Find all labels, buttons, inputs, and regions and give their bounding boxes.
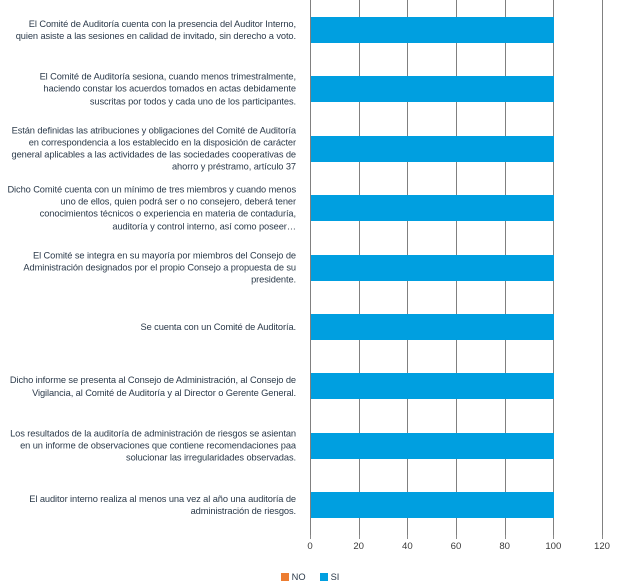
gridline: [602, 0, 603, 535]
tick-mark: [602, 535, 603, 539]
category-label: Están definidas las atribuciones y obligaciones del Comité de Auditoría en correspondencia a los establecido en la disposición de carácter general aplicables a las actividades de las sociedades cooperativas de ahorro y préstramo, artículo 37: [11, 125, 296, 172]
tick-mark: [505, 535, 506, 539]
bar-si: [311, 373, 554, 399]
tick-label: 20: [353, 541, 364, 552]
tick-label: 100: [545, 541, 562, 552]
bar-si: [311, 314, 554, 340]
legend-label: NO: [291, 572, 306, 582]
category-axis-labels: [0, 0, 305, 535]
bar-si: [311, 76, 554, 102]
bar-si: [311, 17, 554, 43]
chart-legend: [0, 567, 620, 587]
category-label: Se cuenta con un Comité de Auditoría.: [140, 321, 296, 332]
tick-mark: [310, 535, 311, 539]
bar-si: [311, 195, 554, 221]
bar-si: [311, 433, 554, 459]
category-label: El Comité de Auditoría cuenta con la presencia del Auditor Interno, quien asiste a las sesiones en calidad de invitado, sin derecho a voto.: [15, 18, 296, 41]
bar-si: [311, 255, 554, 281]
category-label: El auditor interno realiza al menos una vez al año una auditoría de administración de riesgos.: [29, 494, 296, 517]
tick-label: 0: [307, 541, 313, 552]
tick-label: 80: [499, 541, 510, 552]
value-axis: [307, 535, 611, 559]
category-label: El Comité se integra en su mayoría por miembros del Consejo de Administración designados por el propio Consejo a propuesta de su presidente.: [23, 250, 296, 285]
category-label: Los resultados de la auditoría de administración de riesgos se asientan en un informe de observaciones que contiene recomendaciones paa solucionar las irregularidades observadas.: [10, 428, 296, 463]
legend-item-si[interactable]: [320, 572, 340, 582]
tick-mark: [359, 535, 360, 539]
legend-label: SI: [330, 572, 340, 582]
legend-item-no[interactable]: [281, 572, 306, 582]
tick-label: 120: [593, 541, 611, 552]
tick-mark: [456, 535, 457, 539]
legend-swatch-icon: [320, 573, 328, 581]
category-label: El Comité de Auditoría sesiona, cuando menos trimestralmente, haciendo constar los acuerdos tomados en actas debidamente suscritas por todos y cada uno de los participantes.: [39, 71, 296, 107]
bar-si: [311, 136, 554, 162]
tick-label: 40: [401, 541, 413, 552]
tick-mark: [407, 535, 408, 539]
category-label: Dicho Comité cuenta con un mínimo de tres miembros y cuando menos uno de ellos, quien podrá ser o no consejero, deberá tener conocimientos técnicos o experiencia en materia de contaduría, auditoría y control interno, así como poseer…: [7, 184, 296, 232]
tick-mark: [553, 535, 554, 539]
legend-swatch-icon: [281, 573, 289, 581]
bar-si: [311, 492, 554, 518]
plot-area: [310, 0, 602, 535]
category-label: Dicho informe se presenta al Consejo de Administración, al Consejo de Vigilancia, al Comité de Auditoría y al Director o Gerente General.: [9, 375, 296, 398]
tick-label: 60: [450, 541, 462, 552]
